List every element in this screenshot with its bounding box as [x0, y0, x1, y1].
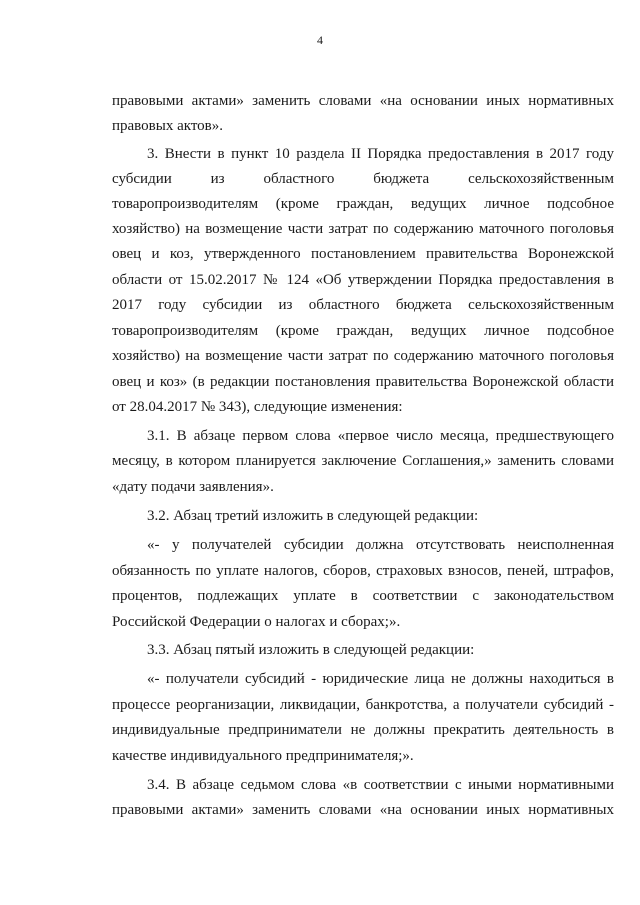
text-line: 3.4. В абзаце седьмом слова «в соответствии с иными нормативными [147, 777, 614, 793]
text-line: 3. Внести в пункт 10 раздела II Порядка предоставления в 2017 году [147, 146, 614, 162]
text-line: товаропроизводителям (кроме граждан, ведущих личное подсобное [112, 196, 614, 212]
text-line: Российской Федерации о налогах и сборах;». [112, 614, 401, 630]
text-line: хозяйство) на возмещение части затрат по содержанию маточного поголовья [112, 348, 614, 364]
text-line: овец и коз, утвержденного постановлением правительства Воронежской [112, 246, 614, 262]
text-line: «- получатели субсидий - юридические лица не должны находиться в [147, 671, 614, 687]
text-line: правовыми актами» заменить словами «на основании иных нормативных [112, 802, 614, 818]
text-line: товаропроизводителям (кроме граждан, ведущих личное подсобное [112, 323, 614, 339]
text-line: 2017 году субсидии из областного бюджета сельскохозяйственным [112, 297, 614, 313]
text-line: 3.3. Абзац пятый изложить в следующей редакции: [147, 642, 475, 658]
text-line: правовых актов». [112, 118, 224, 134]
text-line: «- у получателей субсидии должна отсутствовать неисполненная [147, 537, 614, 553]
text-line: процентов, подлежащих уплате в соответствии с законодательством [112, 588, 614, 604]
text-line: обязанность по уплате налогов, сборов, страховых взносов, пеней, штрафов, [112, 563, 614, 579]
text-line: индивидуальные предприниматели не должны прекратить деятельность в [112, 722, 614, 738]
text-line: овец и коз» (в редакции постановления правительства Воронежской области [112, 374, 614, 390]
text-line: правовыми актами» заменить словами «на основании иных нормативных [112, 93, 614, 109]
text-line: процессе реорганизации, ликвидации, банкротства, а получатели субсидий - [112, 697, 614, 713]
text-line: 3.1. В абзаце первом слова «первое число месяца, предшествующего [147, 428, 614, 444]
text-line: субсидии из областного бюджета сельскохозяйственным [112, 171, 614, 187]
text-line: месяцу, в котором планируется заключение Соглашения,» заменить словами [112, 453, 614, 469]
text-line: 3.2. Абзац третий изложить в следующей редакции: [147, 508, 479, 524]
text-line: области от 15.02.2017 № 124 «Об утверждении Порядка предоставления в [112, 272, 614, 288]
text-line: от 28.04.2017 № 343), следующие изменения: [112, 399, 403, 415]
text-line: «дату подачи заявления». [112, 479, 274, 495]
page-number: 4 [317, 33, 323, 47]
text-line: хозяйство) на возмещение части затрат по содержанию маточного поголовья [112, 221, 614, 237]
text-line: качестве индивидуального предпринимателя;». [112, 748, 414, 764]
